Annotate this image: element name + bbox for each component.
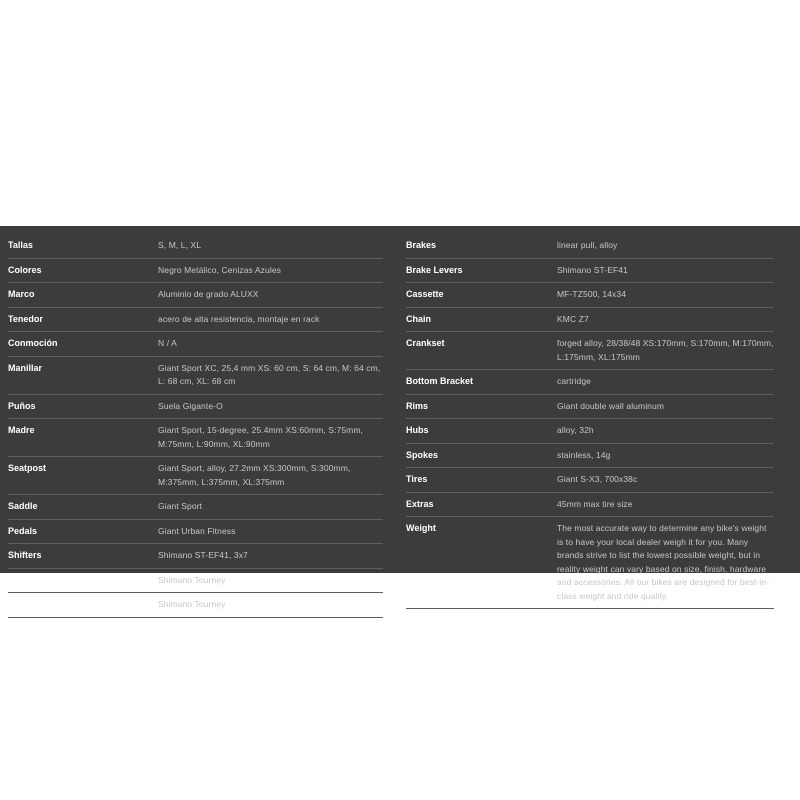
spec-value: Negro Metálico, Cenizas Azules (158, 264, 281, 275)
spec-label: Saddle (8, 501, 38, 511)
spec-row (406, 283, 774, 308)
spec-label: Puños (8, 400, 36, 411)
spec-value: MF-TZ500, 14x34 (557, 289, 627, 299)
spec-label: Tenedor (8, 313, 43, 324)
spec-value: Shimano ST-EF41 (557, 264, 628, 275)
spec-row (8, 419, 383, 457)
spec-label: Extras (406, 498, 434, 509)
spec-label: Rear Derailleur (8, 599, 73, 609)
spec-value: Giant Sport XC, 25,4 mm XS: 60 cm, S: 64 cm, M: 64 cm, L: 68 cm, XL: 68 cm (158, 362, 381, 386)
spec-value: Giant Urban Fitness (158, 525, 236, 536)
spec-value: alloy, 32h (557, 425, 594, 435)
spec-column-right (406, 234, 774, 609)
spec-value: Shimano ST-EF41, 3x7 (158, 550, 248, 560)
spec-label: Colores (8, 264, 42, 275)
spec-label: Weight (406, 523, 436, 533)
spec-value: Giant double wall aluminum (557, 400, 665, 411)
spec-value: Shimano Tourney (158, 574, 226, 585)
spec-label: Manillar (8, 362, 43, 373)
spec-label: Cassette (406, 289, 444, 299)
spec-row (8, 395, 383, 420)
spec-value: Aluminio de grado ALUXX (158, 289, 259, 299)
spec-row (8, 234, 383, 259)
spec-value: Giant S-X3, 700x38c (557, 474, 638, 484)
spec-row (406, 308, 774, 333)
spec-value: Giant Sport, alloy, 27.2mm XS:300mm, S:300mm, M:375mm, L:375mm, XL:375mm (158, 463, 351, 487)
spec-row (8, 593, 383, 618)
spec-value: Giant Sport, 15-degree, 25.4mm XS:60mm, S:75mm, M:75mm, L:90mm, XL:90mm (158, 425, 364, 449)
spec-row (8, 544, 383, 569)
spec-row (8, 332, 383, 357)
spec-label: Pedals (8, 525, 38, 536)
spec-row (8, 569, 383, 594)
spec-label: Rims (406, 400, 429, 411)
spec-label: Bottom Bracket (406, 376, 474, 386)
spec-row (406, 234, 774, 259)
spec-label: Crankset (406, 338, 445, 348)
spec-label: Chain (406, 313, 432, 324)
spec-label: Spokes (406, 449, 439, 460)
spec-row (8, 357, 383, 395)
spec-row (8, 520, 383, 545)
spec-value: 45mm max tire size (557, 498, 633, 509)
spec-value: cartridge (557, 376, 591, 386)
spec-value: Shimano Tourney (158, 599, 226, 609)
spec-label: Marco (8, 289, 35, 299)
spec-row (406, 517, 774, 609)
spec-label: Tallas (8, 240, 33, 250)
spec-label: Seatpost (8, 463, 47, 473)
spec-value: stainless, 14g (557, 449, 611, 460)
spec-row (406, 332, 774, 370)
spec-label: Front Derailleur (8, 574, 76, 585)
spec-column-left (8, 234, 383, 618)
spec-value: Giant Sport (158, 501, 203, 511)
spec-label: Tires (406, 474, 428, 484)
spec-row (8, 495, 383, 520)
spec-row (406, 468, 774, 493)
spec-table-panel (0, 226, 800, 609)
spec-row (8, 283, 383, 308)
spec-label: Madre (8, 425, 35, 435)
spec-label: Brake Levers (406, 264, 463, 275)
spec-row (406, 395, 774, 420)
spec-row (8, 259, 383, 284)
spec-value: linear pull, alloy (557, 240, 618, 250)
spec-row (406, 419, 774, 444)
spec-value: The most accurate way to determine any bike's weight is to have your local dealer weigh it for you. Many brands strive to list the lowest possible weight, but in reality weight can vary based on size, finish, hardware and accessories. All our bikes are designed for best-in-class weight and ride quality. (557, 523, 770, 601)
spec-label: Brakes (406, 240, 437, 250)
spec-row (406, 259, 774, 284)
spec-label: Shifters (8, 550, 42, 560)
spec-value: acero de alta resistencia, montaje en rack (158, 313, 320, 324)
spec-row (406, 370, 774, 395)
spec-value: KMC Z7 (557, 313, 589, 324)
spec-value: Suela Gigante-O (158, 400, 223, 411)
spec-row (406, 493, 774, 518)
spec-value: forged alloy, 28/38/48 XS:170mm, S:170mm, M:170mm, L:175mm, XL:175mm (557, 338, 774, 362)
spec-label: Conmoción (8, 338, 58, 348)
spec-value: N / A (158, 338, 177, 348)
spec-label: Hubs (406, 425, 429, 435)
spec-row (406, 444, 774, 469)
spec-value: S, M, L, XL (158, 240, 202, 250)
spec-row (8, 457, 383, 495)
spec-row (8, 308, 383, 333)
